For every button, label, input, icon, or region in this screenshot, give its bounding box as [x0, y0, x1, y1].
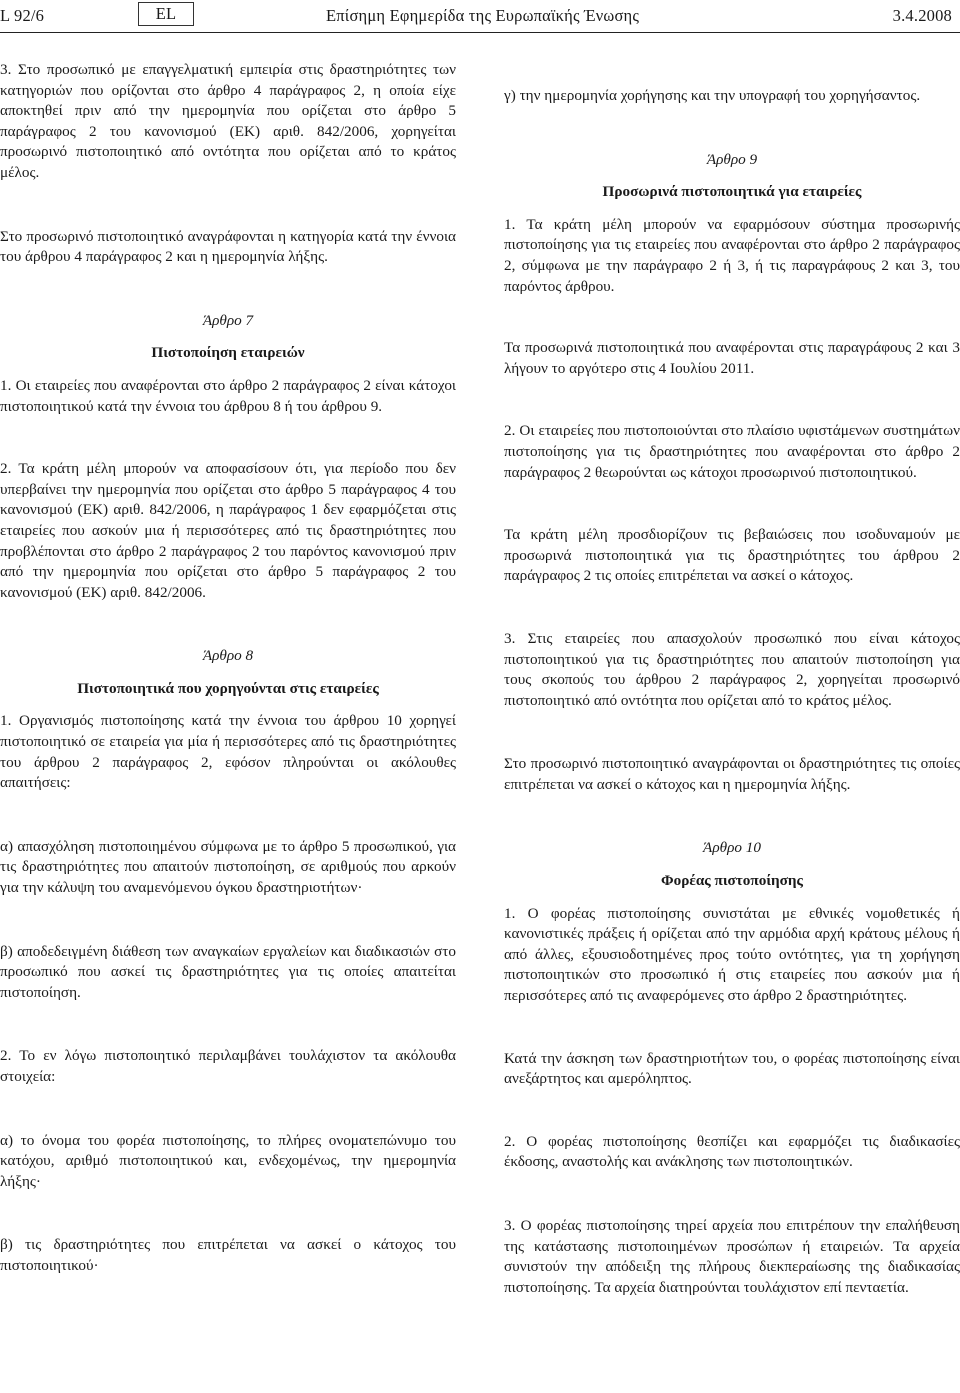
paragraph: 3. Στις εταιρείες που απασχολούν προσωπικό που είναι κάτοχος πιστοποιητικού για τις δραστηριότητες που απαιτούν πιστοποίηση για τους σκοπούς του άρθρου 2 παράγραφος 2, χορηγείται προσωρινό πιστοποιητικό από οντότητα που ορίζεται από το κράτος μέλος.: [504, 629, 960, 709]
paragraph: Τα κράτη μέλη προσδιορίζουν τις βεβαιώσεις που ισοδυναμούν με προσωρινά πιστοποιητικά για τις δραστηριότητες του άρθρου 2 παράγραφος 2 τις οποίες επιτρέπεται να ασκεί ο κάτοχος.: [504, 526, 960, 585]
language-code-box: EL: [138, 2, 194, 26]
article-9-title: Προσωρινά πιστοποιητικά για εταιρείες: [602, 183, 862, 201]
right-column: [504, 40, 960, 1298]
article-10-number: Άρθρο 10: [703, 839, 761, 857]
article-8-title: Πιστοποιητικά που χορηγούνται στις εταιρείες: [77, 679, 379, 697]
page-header: [0, 0, 960, 36]
journal-title: Επίσημη Εφημερίδα της Ευρωπαϊκής Ένωσης: [326, 6, 640, 25]
paragraph: Τα προσωρινά πιστοποιητικά που αναφέρονται στις παραγράφους 2 και 3 λήγουν το αργότερο στις 4 Ιουλίου 2011.: [504, 339, 960, 377]
paragraph: 1. Οργανισμός πιστοποίησης κατά την έννοια του άρθρου 10 χορηγεί πιστοποιητικό σε εταιρεία για μία ή περισσότερες από τις δραστηριότητες του άρθρου 2 παράγραφος 2, εφόσον πληρούνται οι ακόλουθες απαιτήσεις:: [0, 712, 456, 792]
paragraph: Στο προσωρινό πιστοποιητικό αναγράφονται οι δραστηριότητες τις οποίες επιτρέπεται να ασκεί ο κάτοχος και η ημερομηνία λήξης.: [504, 755, 960, 793]
article-10-title: Φορέας πιστοποίησης: [661, 872, 803, 890]
paragraph: 1. Τα κράτη μέλη μπορούν να εφαρμόσουν σύστημα προσωρινής πιστοποίησης για τις εταιρείες που αναφέρονται στο άρθρο 2 παράγραφος 2, σύμφωνα με την παράγραφο 2 ή 3, ή τις παραγράφους 2 και 3, του παρόντος άρθρου.: [504, 215, 960, 295]
paragraph: 3. Ο φορέας πιστοποίησης τηρεί αρχεία που επιτρέπουν την επαλήθευση της κατάστασης πιστοποιημένων προσώπων ή εταιρειών. Τα αρχεία συνιστούν την απόδειξη της πλήρους διεκπεραίωσης της διαδικασίας πιστοποίησης. Τα αρχεία διατηρούνται τουλάχιστον επί πενταετία.: [504, 1217, 960, 1296]
list-item: β) τις δραστηριότητες που επιτρέπεται να ασκεί ο κάτοχος του πιστοποιητικού·: [0, 1236, 456, 1274]
list-item: γ) την ημερομηνία χορήγησης και την υπογραφή του χορηγήσαντος.: [504, 87, 921, 104]
list-item: β) αποδεδειγμένη διάθεση των αναγκαίων εργαλείων και διαδικασιών στο προσωπικό που ασκεί τις δραστηριότητες για τις οποίες απαιτείται πιστοποίηση.: [0, 942, 456, 1001]
paragraph: 3. Στο προσωπικό με επαγγελματική εμπειρία στις δραστηριότητες των κατηγοριών που ορίζονται στο άρθρο 4 παράγραφος 2, η οποία είχε αποκτηθεί πριν από την ημερομηνία που ορίζεται στο άρθρο 5 παράγραφος 2 του κανονισμού (ΕΚ) αριθ. 842/2006, χορηγείται προσωρινό πιστοποιητικό από οντότητα που ορίζεται από το κράτος μέλος.: [0, 61, 456, 181]
page-number: L 92/6: [0, 6, 45, 25]
list-item: α) απασχόληση πιστοποιημένου σύμφωνα με το άρθρο 5 προσωπικού, για τις δραστηριότητες που απαιτούν πιστοποίηση, σε αριθμούς που αρκούν για την κάλυψη του αναμενόμενου όγκου δραστηριοτήτων·: [0, 837, 456, 897]
article-7-number: Άρθρο 7: [202, 311, 254, 329]
header-rule: [0, 32, 960, 33]
paragraph: 1. Οι εταιρείες που αναφέρονται στο άρθρο 2 παράγραφος 2 είναι κάτοχοι πιστοποιητικού κατά την έννοια του άρθρου 8 ή του άρθρου 9.: [0, 376, 456, 415]
paragraph: 2. Ο φορέας πιστοποίησης θεσπίζει και εφαρμόζει τις διαδικασίες έκδοσης, αναστολής και ανάκλησης των πιστοποιητικών.: [504, 1132, 960, 1171]
publication-date: 3.4.2008: [892, 6, 952, 25]
paragraph: 2. Οι εταιρείες που πιστοποιούνται στο πλαίσιο υφιστάμενων συστημάτων πιστοποίησης για τις δραστηριότητες που αναφέρονται στο άρθρο 2 παράγραφος 2 θεωρούνται ως κάτοχοι προσωρινού πιστοποιητικού.: [504, 422, 960, 481]
paragraph: 2. Το εν λόγω πιστοποιητικό περιλαμβάνει τουλάχιστον τα ακόλουθα στοιχεία:: [0, 1047, 456, 1085]
article-9-number: Άρθρο 9: [706, 150, 758, 168]
paragraph: 2. Τα κράτη μέλη μπορούν να αποφασίσουν ότι, για περίοδο που δεν υπερβαίνει την ημερομηνία που ορίζεται στο άρθρο 5 παράγραφος 4 του κανονισμού (ΕΚ) αριθ. 842/2006, η παράγραφος 1 δεν εφαρμόζεται στις εταιρείες που ασκούν μια ή περισσότερες από τις δραστηριότητες που προβλέπονται στο άρθρο 2 παράγραφος 2 του παρόντος κανονισμού πριν από την ημερομηνία που ορίζεται στο άρθρο 5 παράγραφος 2 του κανονισμού (ΕΚ) αριθ. 842/2006.: [0, 460, 456, 601]
paragraph: Κατά την άσκηση των δραστηριοτήτων του, ο φορέας πιστοποίησης είναι ανεξάρτητος και αμερόληπτος.: [504, 1049, 960, 1088]
left-column: [0, 40, 456, 1277]
paragraph: Στο προσωρινό πιστοποιητικό αναγράφονται η κατηγορία κατά την έννοια του άρθρου 4 παράγραφος 2 και η ημερομηνία λήξης.: [0, 227, 456, 266]
article-7-title: Πιστοποίηση εταιρειών: [151, 344, 305, 362]
list-item: α) το όνομα του φορέα πιστοποίησης, το πλήρες ονοματεπώνυμο του κατόχου, αριθμό πιστοποιητικού και, ενδεχομένως, την ημερομηνία λήξης·: [0, 1131, 456, 1190]
paragraph: 1. Ο φορέας πιστοποίησης συνιστάται με εθνικές νομοθετικές ή κανονιστικές πράξεις ή ορίζεται από την αρμόδια αρχή κράτους μέλους ή από άλλες, εξουσιοδοτημένες προς τούτο οντότητες, για τη χορήγηση πιστοποιητικών στο προσωπικό ή στις εταιρείες που ασκούν μια ή περισσότερες από τις αναφερόμενες στο άρθρο 2 δραστηριότητες.: [504, 904, 960, 1005]
article-8-number: Άρθρο 8: [202, 647, 254, 665]
